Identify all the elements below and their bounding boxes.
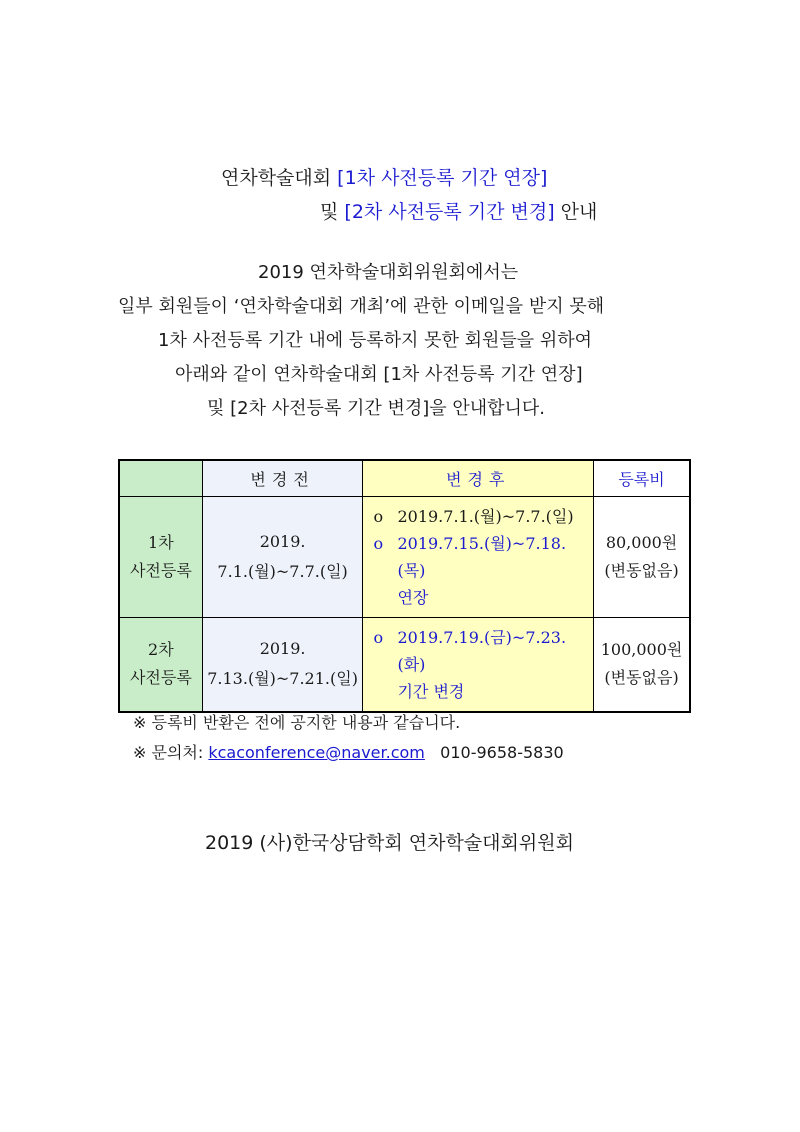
after-item-text: 2019.7.15.(월)~7.18.(목) <box>397 533 567 580</box>
heading-line1-highlight: [1차 사전등록 기간 연장] <box>337 167 548 189</box>
before-line1: 2019. <box>259 639 306 658</box>
bullet-icon: o <box>373 506 384 526</box>
fee-note: (변동없음) <box>604 668 679 687</box>
fee-amount: 80,000원 <box>605 532 678 552</box>
after-item-continuation: 연장 <box>397 587 429 607</box>
heading-line2-suffix: 안내 <box>554 201 598 223</box>
after-item <box>373 503 587 530</box>
contact-prefix: ※ 문의처: <box>133 743 209 762</box>
fee-note: (변동없음) <box>604 560 679 580</box>
note-refund: ※ 등록비 반환은 전에 공지한 내용과 같습니다. <box>133 713 461 732</box>
after-item <box>373 530 587 584</box>
row-label <box>119 496 202 617</box>
table-row <box>119 496 690 617</box>
bullet-icon: o <box>373 533 384 553</box>
heading-line-1 <box>221 163 547 190</box>
after-item-text: 2019.7.1.(월)~7.7.(일) <box>397 506 574 526</box>
row-label-line1: 2차 <box>148 640 174 659</box>
notes <box>133 708 564 768</box>
table-header-row <box>119 460 690 496</box>
heading-line2-prefix: 및 <box>320 201 345 223</box>
email-link[interactable]: kcaconference@naver.com <box>208 743 425 762</box>
table-row <box>119 617 690 712</box>
intro-line-1: 2019 연차학술대회위원회에서는 <box>258 262 519 283</box>
intro-line-5: 및 [2차 사전등록 기간 변경]을 안내합니다. <box>207 398 546 419</box>
after-cell <box>363 496 594 617</box>
fee-cell <box>594 496 690 617</box>
fee-cell <box>594 617 690 712</box>
row-label-line2: 사전등록 <box>129 560 192 580</box>
header-empty-cell <box>119 460 202 496</box>
registration-table <box>118 459 691 713</box>
note-contact <box>133 738 564 768</box>
row-label <box>119 617 202 712</box>
row-label-line2: 사전등록 <box>129 668 192 687</box>
header-fee: 등록비 <box>594 460 690 496</box>
row-label-line1: 1차 <box>148 532 174 552</box>
header-after: 변경후 <box>363 460 594 496</box>
before-line1: 2019. <box>259 531 306 551</box>
intro-line-2: 일부 회원들이 ‘연차학술대회 개최’에 관한 이메일을 받지 못해 <box>118 296 605 317</box>
bullet-icon: o <box>373 627 384 647</box>
before-cell <box>202 617 363 712</box>
intro-line-3: 1차 사전등록 기간 내에 등록하지 못한 회원들을 위하여 <box>158 330 593 351</box>
after-item-continuation: 기간 변경 <box>397 681 465 701</box>
after-item-text: 2019.7.19.(금)~7.23.(화) <box>397 627 567 674</box>
header-before: 변경전 <box>202 460 363 496</box>
after-item <box>373 624 587 678</box>
heading-line2-highlight: [2차 사전등록 기간 변경] <box>344 201 555 223</box>
before-line2: 7.13.(월)~7.21.(일) <box>207 669 358 688</box>
before-line2: 7.1.(월)~7.7.(일) <box>217 561 348 581</box>
heading-line-2 <box>320 197 597 224</box>
after-cell <box>363 617 594 712</box>
footer-signature: 2019 (사)한국상담학회 연차학술대회위원회 <box>205 832 574 854</box>
intro-line-4: 아래와 같이 연차학술대회 [1차 사전등록 기간 연장] <box>175 364 583 385</box>
heading-line1-prefix: 연차학술대회 <box>221 167 338 189</box>
fee-amount: 100,000원 <box>600 640 683 659</box>
phone-number: 010-9658-5830 <box>440 743 564 762</box>
before-cell <box>202 496 363 617</box>
